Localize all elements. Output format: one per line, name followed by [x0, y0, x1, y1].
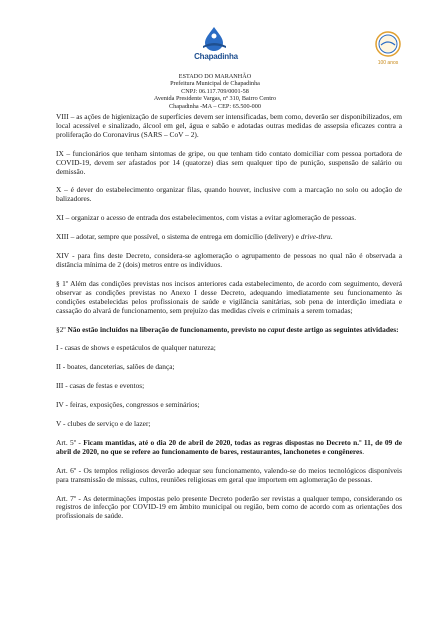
paragraph-2-caput: caput — [267, 324, 285, 334]
item-xi: XI – organizar o acesso de entrada dos estabelecimentos, com vistas a evitar aglomeração de pessoas. — [56, 213, 357, 223]
logo-wordmark: Chapadinha — [194, 52, 238, 61]
seal-icon — [372, 30, 404, 60]
prefecture-name: Prefeitura Municipal de Chapadinha — [170, 80, 260, 88]
paragraph-1: § 1º Além das condições previstas nos incisos anteriores cada estabelecimento, de acordo com seguimento, deverá observar as condições previstas no Anexo I desse Decreto, adequando imediatamente seu funcionamento às condições estabelecidas pelos profissionais de saúde e vigilância sanitárias, sob pena de interdição imediata e cassação do alvará de funcionamento, sem prejuízo das medidas cíveis e criminais a serem tomadas; — [56, 278, 402, 315]
chapadinha-logo — [189, 26, 243, 64]
state-name: ESTADO DO MARANHÃO — [178, 73, 252, 80]
article-5-label: Art. 5º - — [56, 437, 84, 447]
city-cep: Chapadinha -MA – CEP: 65.500-000 — [169, 102, 261, 110]
list-item: II - boates, danceterias, salões de dança; — [56, 362, 175, 372]
item-xiii-drive-thru: drive-thru — [300, 232, 331, 242]
address: Avenida Presidente Vargas, nº 310, Bairro Centro — [153, 95, 277, 103]
paragraph-2 — [56, 326, 402, 335]
item-xiii — [56, 233, 402, 242]
centenary-seal — [372, 30, 404, 66]
paragraph-2-text: Não estão incluídos na liberação de funcionamento, previsto no — [67, 324, 268, 334]
decree-body — [56, 113, 402, 527]
item-xiv: XIV - para fins deste Decreto, considera-se aglomeração o agrupamento de pessoas no qual não é observada a distância mínima de 2 (dois) metros entre os indivíduos. — [56, 251, 402, 269]
item-viii: VIII – as ações de higienização de superfícies devem ser intensificadas, bem como, deverão ser disponibilizados, em local acessível e sinalizado, álcool em gel, água e sabão e adotadas outras medidas de assepsia eficazes contra a proliferação do Coronavírus (SARS – CoV – 2). — [56, 112, 402, 139]
letterhead — [0, 73, 430, 110]
item-xiii-end: . — [330, 232, 333, 242]
item-x: X – é dever do estabelecimento organizar filas, quando houver, inclusive com a marcação no solo ou adoção de balizadores. — [56, 185, 402, 204]
article-5 — [56, 439, 402, 457]
water-drop-icon — [199, 26, 229, 52]
item-ix: IX – funcionários que tenham sintomas de gripe, ou que tenham tido contato domiciliar com pessoa portadora de COVID-19, devem ser afastados por 14 (quatorze) dias sem qualquer tipo de punição, suspensão de salário ou demissão. — [56, 148, 402, 176]
article-5-text: Ficam mantidas, até o dia 20 de abril de 2020, todas as regras dispostas no Decreto n.º 11, de 09 de abril de 2020, no que se refere ao funcionamento de bares, restaurantes, lanchonetes e congêneres — [56, 437, 402, 456]
list-item: IV - feiras, exposições, congressos e seminários; — [56, 400, 200, 410]
item-xiii-text: XIII – adotar, sempre que possível, o sistema de entrega em domicílio (delivery) e — [56, 232, 301, 242]
cnpj: CNPJ: 06.117.709/0001-58 — [181, 87, 249, 95]
article-5-end: . — [362, 446, 365, 456]
paragraph-2-tail: deste artigo as seguintes atividades: — [284, 324, 399, 334]
list-item: III - casas de festas e eventos; — [56, 381, 145, 391]
article-7: Art. 7º - As determinações impostas pelo presente Decreto poderão ser revistas a qualquer tempo, considerando os registros de infecção por COVID-19 em âmbito municipal ou região, bem como de acordo com as orientações dos profissionais de saúde. — [56, 493, 402, 521]
list-item: V - clubes de serviço e de lazer; — [56, 419, 151, 429]
article-6: Art. 6º - Os templos religiosos deverão adequar seu funcionamento, valendo-se do meios tecnológicos disponíveis para transmissão de missas, cultos, reuniões religiosas em geral que importem em aglomeração de pessoas. — [56, 465, 402, 484]
list-item: I - casas de shows e espetáculos de qualquer natureza; — [56, 343, 216, 353]
paragraph-2-mark: §2º — [56, 324, 68, 334]
seal-text: 100 anos — [377, 60, 399, 66]
